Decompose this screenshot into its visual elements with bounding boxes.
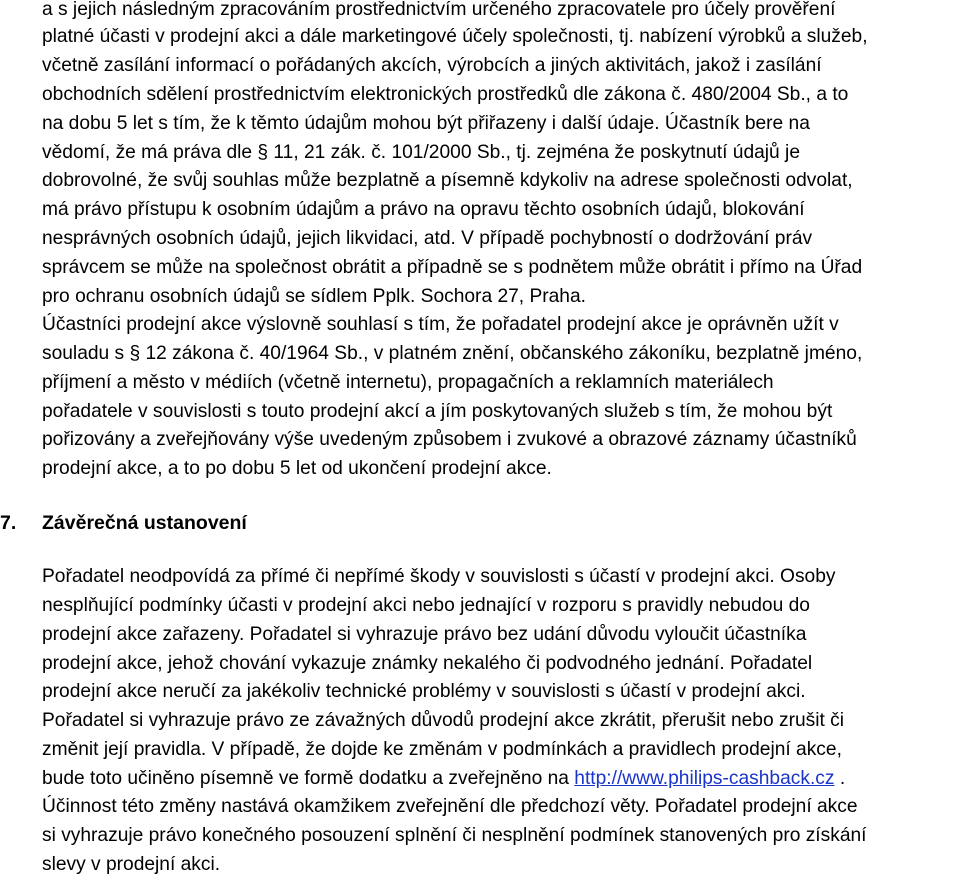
text-line: příjmení a město v médiích (včetně internetu), propagačních a reklamních materiálech bbox=[42, 372, 774, 393]
text-line: Pořadatel si vyhrazuje právo ze závažných důvodů prodejní akce zkrátit, přerušit nebo zrušit či bbox=[42, 710, 845, 731]
text-line: Pořadatel neodpovídá za přímé či nepřímé škody v souvislosti s účastí v prodejní akci. Osoby bbox=[42, 566, 836, 587]
text-line: slevy v prodejní akci. bbox=[42, 854, 221, 875]
text-line: souladu s § 12 zákona č. 40/1964 Sb., v platném znění, občanského zákoníku, bezplatně jméno, bbox=[42, 343, 863, 364]
text-line: nesplňující podmínky účasti v prodejní akci nebo jednající v rozporu s pravidly nebudou do bbox=[42, 595, 810, 616]
text-line: prodejní akce neručí za jakékoliv technické problémy v souvislosti s účastí v prodejní akci. bbox=[42, 681, 806, 702]
section-number: 7. bbox=[0, 512, 17, 534]
text-line: obchodních sdělení prostřednictvím elektronických prostředků dle zákona č. 480/2004 Sb., a to bbox=[42, 84, 849, 105]
website-link[interactable]: http://www.philips-cashback.cz bbox=[574, 768, 835, 789]
text-line: Účastníci prodejní akce výslovně souhlasí s tím, že pořadatel prodejní akce je oprávněn užít v bbox=[42, 314, 839, 335]
text-line: nesprávných osobních údajů, jejich likvidaci, atd. V případě pochybností o dodržování práv bbox=[42, 228, 813, 249]
text-line: pro ochranu osobních údajů se sídlem Pplk. Sochora 27, Praha. bbox=[42, 286, 586, 307]
text-line: Účinnost této změny nastává okamžikem zveřejnění dle předchozí věty. Pořadatel prodejní akce bbox=[42, 796, 858, 817]
text-line: změnit její pravidla. V případě, že dojde ke změnám v podmínkách a pravidlech prodejní akce, bbox=[42, 739, 842, 760]
section-title: Závěrečná ustanovení bbox=[42, 512, 247, 534]
text-line: má právo přístupu k osobním údajům a právo na opravu těchto osobních údajů, blokování bbox=[42, 199, 805, 220]
link-line-prefix: bude toto učiněno písemně ve formě dodatku a zveřejněno na bbox=[42, 768, 575, 789]
text-line: pořadatele v souvislosti s touto prodejní akcí a jím poskytovaných služeb s tím, že mohou být bbox=[42, 401, 833, 422]
text-line: pořizovány a zveřejňovány výše uvedeným způsobem i zvukové a obrazové záznamy účastníků bbox=[42, 429, 857, 450]
text-line-with-link bbox=[42, 767, 845, 791]
text-line: prodejní akce, a to po dobu 5 let od ukončení prodejní akce. bbox=[42, 458, 552, 479]
text-line: si vyhrazuje právo konečného posouzení splnění či nesplnění podmínek stanovených pro získání bbox=[42, 825, 867, 846]
text-line: prodejní akce zařazeny. Pořadatel si vyhrazuje právo bez udání důvodu vyloučit účastníka bbox=[42, 624, 807, 645]
text-line: dobrovolné, že svůj souhlas může bezplatně a písemně kdykoliv na adrese společnosti odvolat, bbox=[42, 170, 853, 191]
text-line: vědomí, že má práva dle § 11, 21 zák. č. 101/2000 Sb., tj. zejména že poskytnutí údajů je bbox=[42, 142, 800, 163]
text-line: a s jejich následným zpracováním prostřednictvím určeného zpracovatele pro účely prověření bbox=[42, 0, 836, 20]
text-line: prodejní akce, jehož chování vykazuje známky nekalého či podvodného jednání. Pořadatel bbox=[42, 653, 813, 674]
link-line-suffix: . bbox=[834, 768, 846, 789]
text-line: včetně zasílání informací o pořádaných akcích, výrobcích a jiných aktivitách, jakož i zasílání bbox=[42, 55, 822, 76]
text-line: správcem se může na společnost obrátit a případně se s podnětem může obrátit i přímo na Úřad bbox=[42, 257, 863, 278]
text-line: na dobu 5 let s tím, že k těmto údajům mohou být přiřazeny i další údaje. Účastník bere na bbox=[42, 113, 810, 134]
text-line: platné účasti v prodejní akci a dále marketingové účely společnosti, tj. nabízení výrobků a služeb, bbox=[42, 26, 868, 47]
